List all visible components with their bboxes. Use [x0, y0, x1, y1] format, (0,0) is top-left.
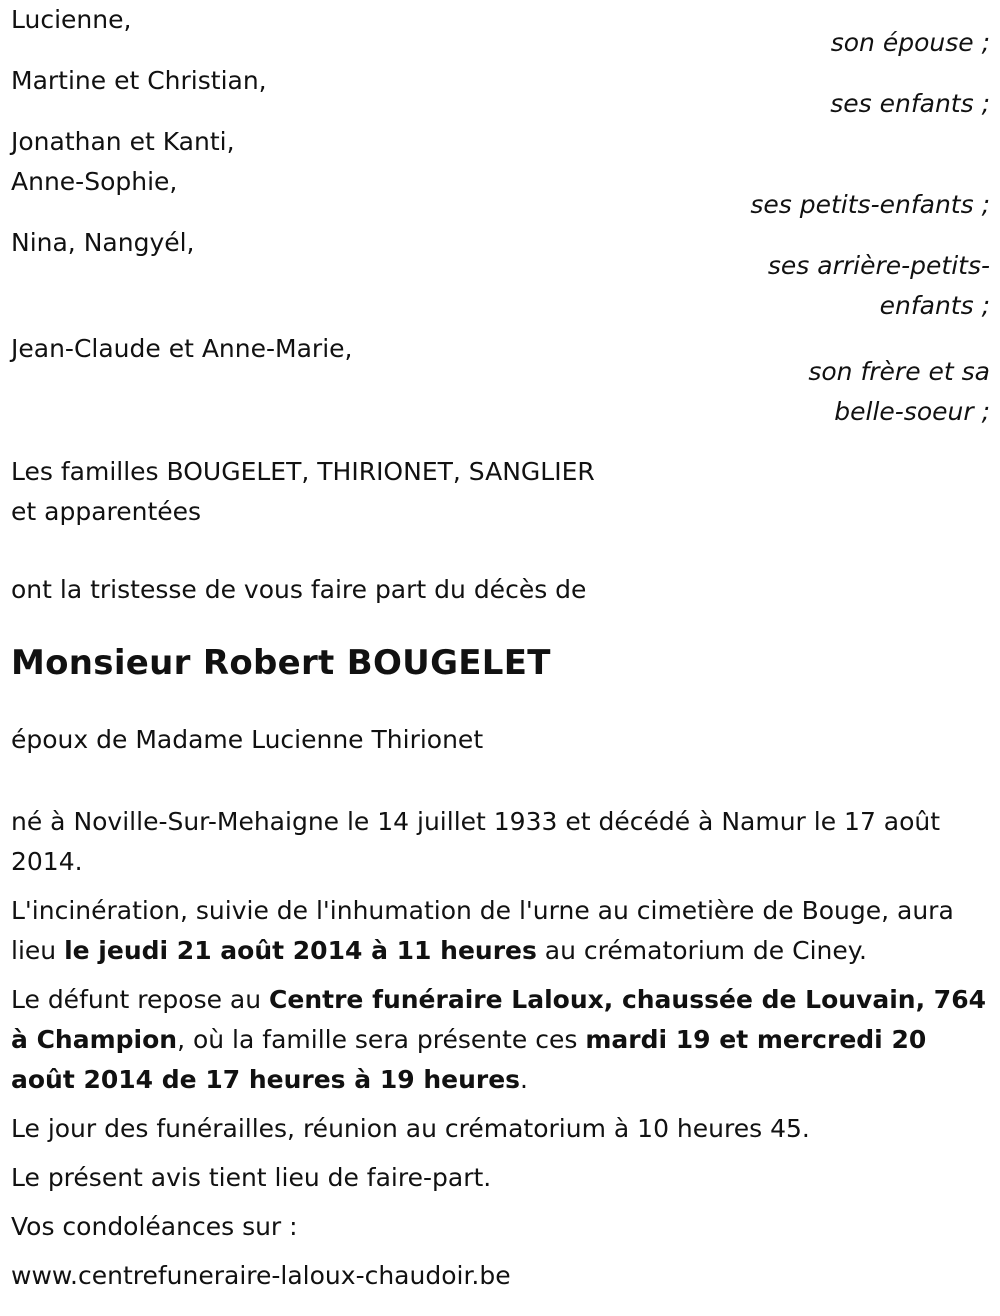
relative-names: Nina, Nangyél,: [11, 228, 195, 257]
relative-names: Lucienne,: [11, 5, 132, 34]
intro-line: ont la tristesse de vous faire part du décès de: [11, 575, 587, 604]
website-link[interactable]: www.centrefuneraire-laloux-chaudoir.be: [11, 1261, 511, 1290]
relative-relation: ses arrière-petits- enfants ;: [767, 251, 990, 320]
repose-text: Le défunt repose au: [11, 985, 270, 1014]
relative-relation: ses enfants ;: [830, 89, 990, 118]
ceremony-text: au crématorium de Ciney.: [536, 936, 867, 965]
notice-line: Le présent avis tient lieu de faire-part.: [11, 1163, 492, 1192]
meeting-line: Le jour des funérailles, réunion au crématorium à 10 heures 45.: [11, 1114, 810, 1143]
relative-entry-children: [11, 61, 990, 124]
ceremony-paragraph: [11, 891, 990, 971]
relative-entry-spouse: [11, 0, 990, 63]
spouse-line: époux de Madame Lucienne Thirionet: [11, 725, 484, 754]
repose-location: Centre funéraire Laloux, chaussée de Louvain, 764 à Champion: [11, 985, 986, 1054]
relative-entry-grandchildren: [11, 122, 990, 225]
ceremony-date: le jeudi 21 août 2014 à 11 heures: [64, 936, 537, 965]
ceremony-text: L'incinération, suivie de l'inhumation de l'urne au cimetière de Bouge, aura lieu: [11, 896, 954, 965]
deceased-name: Monsieur Robert BOUGELET: [11, 643, 551, 683]
repose-paragraph: [11, 980, 990, 1100]
repose-text: .: [520, 1065, 528, 1094]
repose-text: , où la famille sera présente ces: [177, 1025, 586, 1054]
repose-dates: mardi 19 et mercredi 20 août 2014 de 17 heures à 19 heures: [11, 1025, 927, 1094]
relative-entry-great-grandchildren: [11, 223, 990, 326]
relative-entry-sibling: [11, 329, 990, 432]
relative-relation: ses petits-enfants ;: [750, 190, 990, 219]
condolences-label: Vos condoléances sur :: [11, 1212, 298, 1241]
relative-relation: son frère et sa belle-soeur ;: [808, 357, 990, 426]
relative-names: Martine et Christian,: [11, 66, 267, 95]
birth-death-line: né à Noville-Sur-Mehaigne le 14 juillet 1933 et décédé à Namur le 17 août 2014.: [11, 807, 941, 876]
relative-names: Jonathan et Kanti, Anne-Sophie,: [11, 127, 235, 196]
relative-names: Jean-Claude et Anne-Marie,: [11, 334, 353, 363]
families-line: Les familles BOUGELET, THIRIONET, SANGLIER et apparentées: [11, 457, 595, 526]
relative-relation: son épouse ;: [830, 28, 990, 57]
